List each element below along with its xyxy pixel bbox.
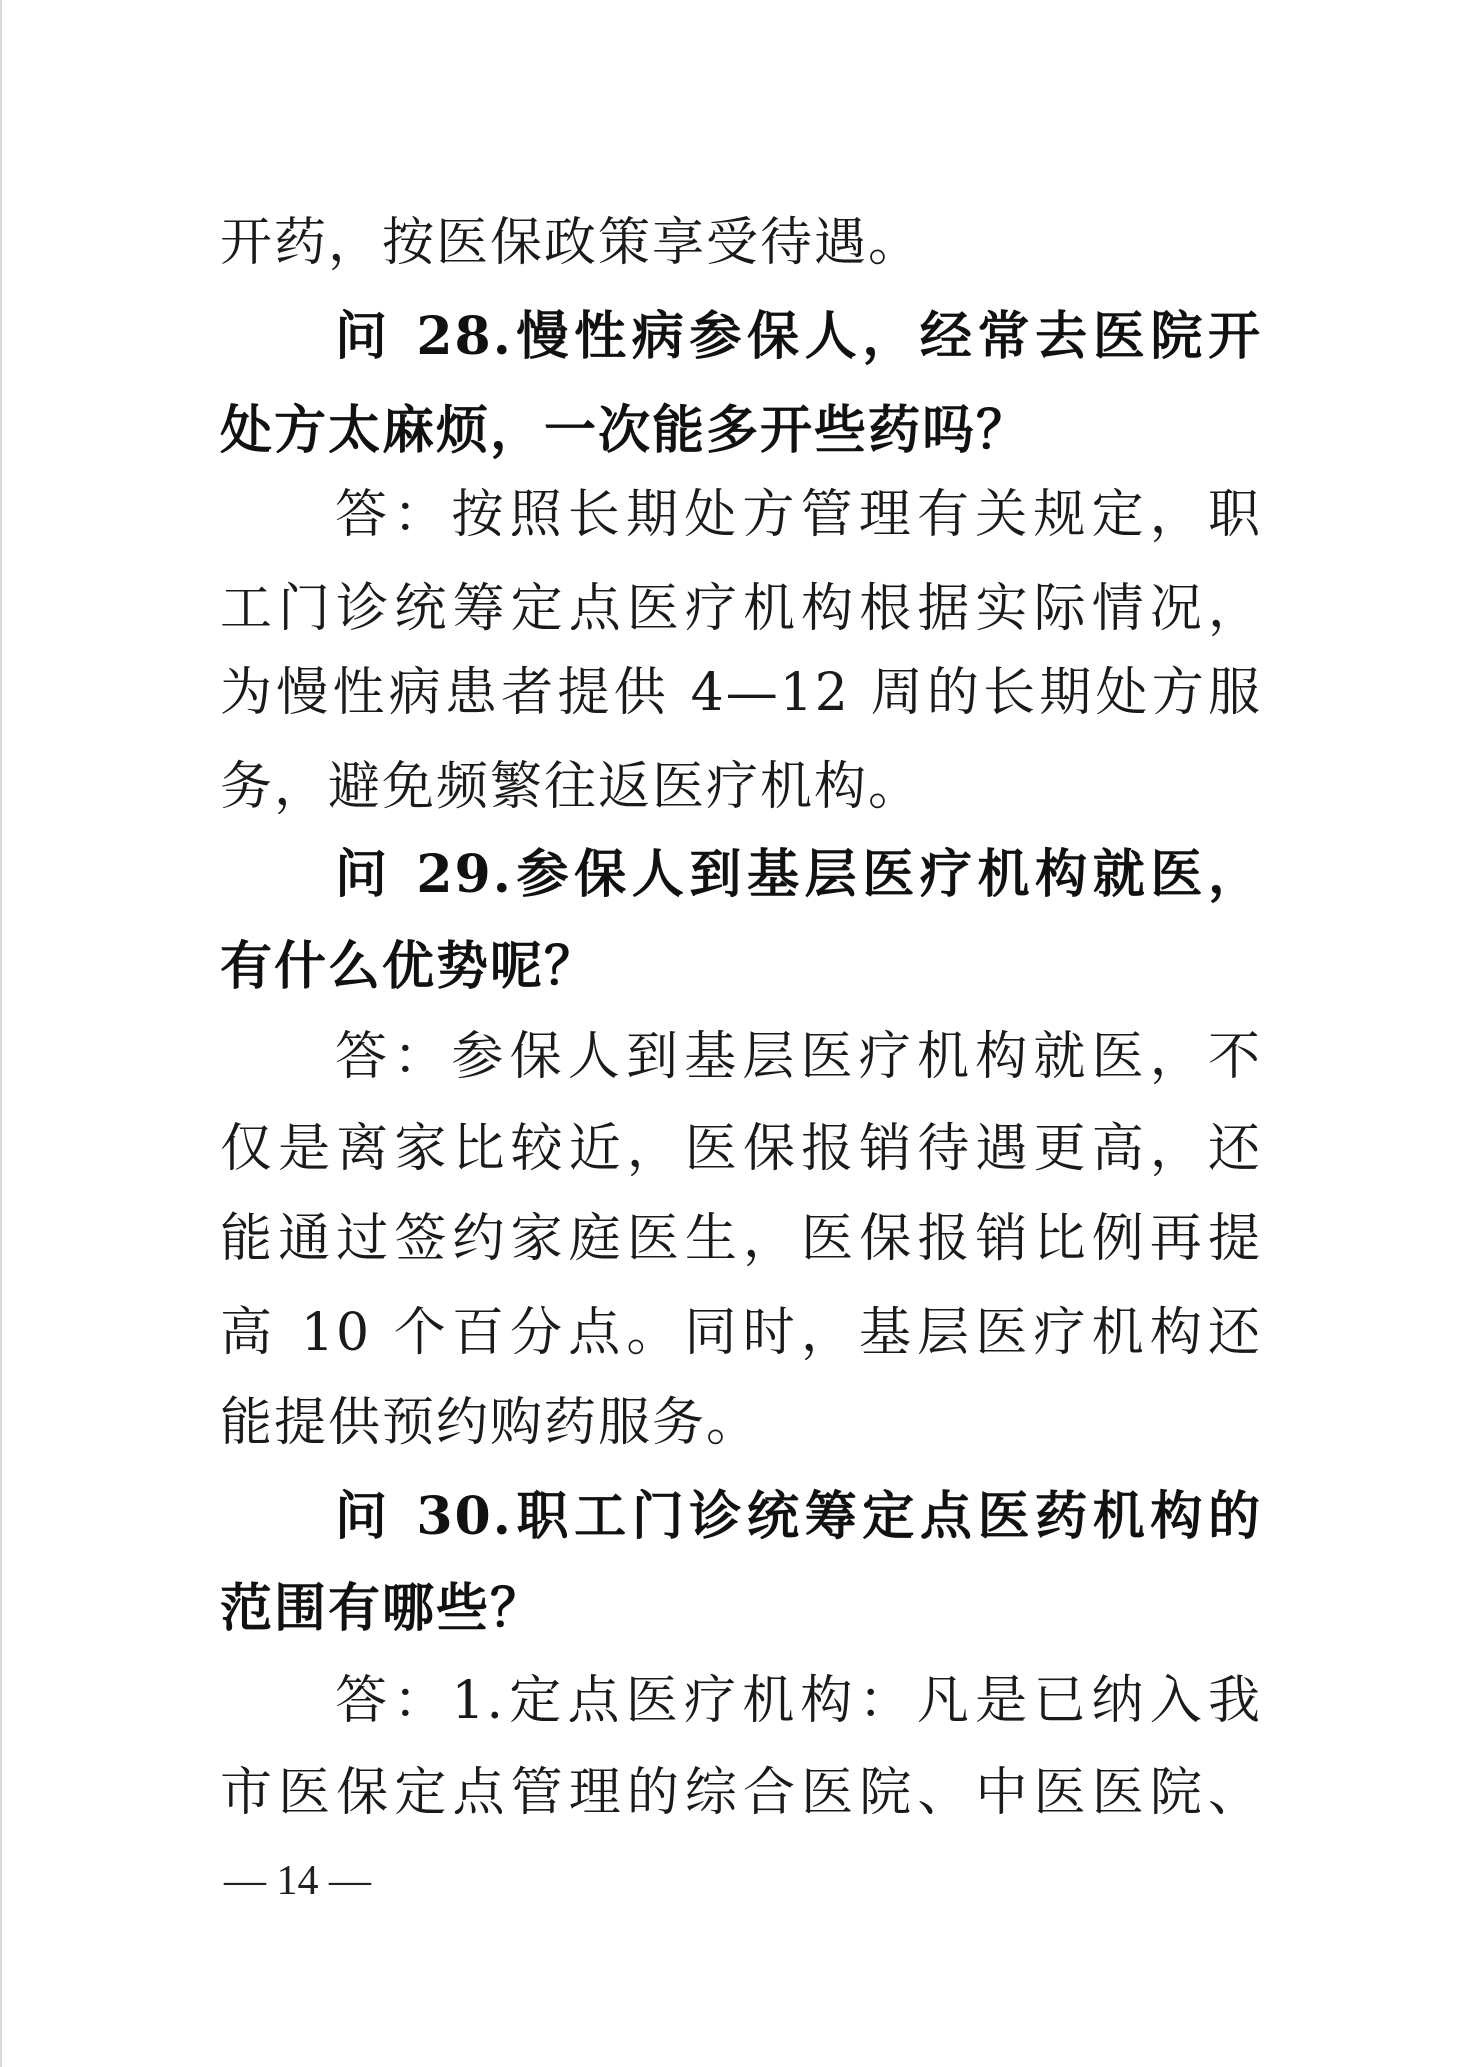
answer-line: 能通过签约家庭医生，医保报销比例再提 (220, 1209, 1262, 1269)
question-heading-28: 问 28.慢性病参保人，经常去医院开 (335, 306, 1262, 367)
answer-line: 答：参保人到基层医疗机构就医，不 (335, 1027, 1262, 1087)
answer-line: 答：1.定点医疗机构：凡是已纳入我 (335, 1671, 1262, 1731)
answer-line: 能提供预约购药服务。 (220, 1393, 761, 1453)
question-heading-28-cont: 处方太麻烦，一次能多开些药吗？ (220, 400, 1031, 461)
answer-line: 仅是离家比较近，医保报销待遇更高，还 (220, 1119, 1262, 1179)
question-heading-30: 问 30.职工门诊统筹定点医药机构的 (335, 1486, 1262, 1547)
answer-line: 工门诊统筹定点医疗机构根据实际情况， (220, 579, 1262, 639)
question-heading-29-cont: 有什么优势呢？ (220, 936, 599, 997)
answer-line: 答：按照长期处方管理有关规定，职 (335, 485, 1262, 545)
answer-line: 务，避免频繁往返医疗机构。 (220, 757, 923, 817)
question-heading-30-cont: 范围有哪些？ (220, 1578, 545, 1639)
page-number: — 14 — (224, 1858, 371, 1904)
answer-line: 市医保定点管理的综合医院、中医医院、 (220, 1763, 1262, 1823)
answer-line: 高 10 个百分点。同时，基层医疗机构还 (220, 1303, 1262, 1363)
answer-line: 为慢性病患者提供 4—12 周的长期处方服 (220, 663, 1262, 723)
question-heading-29: 问 29.参保人到基层医疗机构就医， (335, 844, 1262, 905)
paragraph-line: 开药，按医保政策享受待遇。 (220, 213, 923, 273)
